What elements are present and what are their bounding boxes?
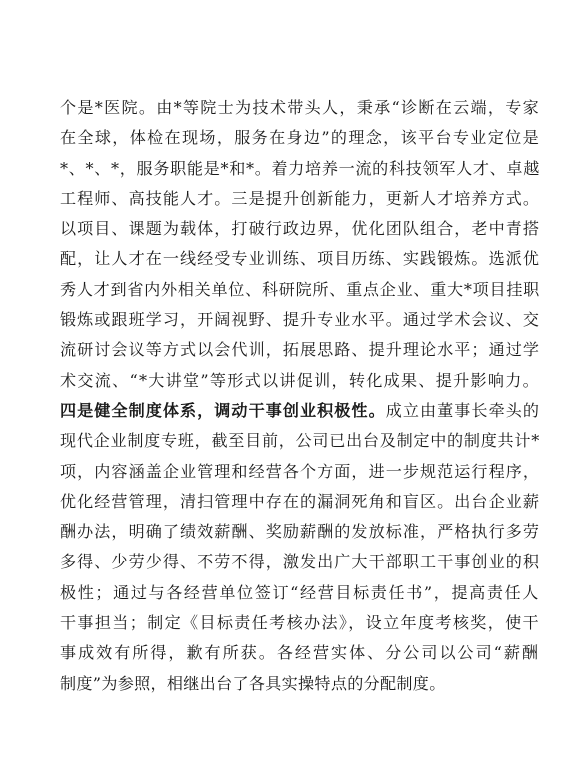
body-text: 极性；通过与各经营单位签订“经营目标责任书”，提高责任人	[60, 582, 540, 602]
text-line	[60, 214, 540, 244]
text-line	[60, 123, 540, 153]
text-line	[60, 366, 540, 396]
body-text: 流研讨会议等方式以会代训，拓展思路、提升理论水平；通过学	[60, 340, 540, 360]
text-line	[60, 578, 540, 608]
text-line	[60, 457, 540, 487]
body-text: 配，让人才在一线经受专业训练、项目历练、实践锻炼。选派优	[60, 249, 540, 269]
text-line	[60, 154, 540, 184]
text-line	[60, 517, 540, 547]
text-line	[60, 638, 540, 668]
body-text: 工程师、高技能人才。三是提升创新能力，更新人才培养方式。	[60, 188, 540, 208]
body-text: 术交流、“*大讲堂”等形式以讲促训，转化成果、提升影响力。	[60, 370, 540, 390]
body-text: 锻炼或跟班学习，开阔视野、提升专业水平。通过学术会议、交	[60, 310, 540, 330]
body-text: 秀人才到省内外相关单位、科研院所、重点企业、重大*项目挂职	[60, 279, 540, 299]
text-line	[60, 184, 540, 214]
text-line	[60, 305, 540, 335]
body-text: 现代企业制度专班，截至目前，公司已出台及制定中的制度共计*	[60, 431, 540, 451]
body-text: 以项目、课题为载体，打破行政边界，优化团队组合，老中青搭	[60, 219, 540, 239]
body-text: *、*、*，服务职能是*和*。着力培养一流的科技领军人才、卓越	[60, 158, 540, 178]
body-text: 优化经营管理，清扫管理中存在的漏洞死角和盲区。出台企业薪	[60, 491, 540, 511]
text-line	[60, 244, 540, 274]
body-text: 干事担当；制定《目标责任考核办法》，设立年度考核奖，使干	[60, 613, 540, 633]
text-line	[60, 275, 540, 305]
bold-heading-text: 四是健全制度体系，调动干事创业积极性。	[60, 400, 386, 420]
text-line	[60, 487, 540, 517]
body-text: 个是*医院。由*等院士为技术带头人，秉承“诊断在云端，专家	[60, 98, 540, 117]
body-text: 酬办法，明确了绩效薪酬、奖励薪酬的发放标准，严格执行多劳	[60, 522, 540, 542]
text-line	[60, 426, 540, 456]
text-line	[60, 335, 540, 365]
body-text: 事成效有所得，歉有所获。各经营实体、分公司以公司“薪酬	[60, 643, 540, 663]
text-line	[60, 547, 540, 577]
body-text: 成立由董事长牵头的	[385, 400, 541, 420]
body-text: 多得、少劳少得、不劳不得，激发出广大干部职工干事创业的积	[60, 552, 540, 572]
document-body	[60, 93, 540, 699]
text-line	[60, 669, 540, 699]
text-line	[60, 93, 540, 123]
body-text: 在全球，体检在现场，服务在身边”的理念，该平台专业定位是	[60, 128, 540, 148]
text-line	[60, 608, 540, 638]
body-text: 项，内容涵盖企业管理和经营各个方面，进一步规范运行程序，	[60, 461, 540, 481]
body-text: 制度”为参照，相继出台了各具实操特点的分配制度。	[60, 673, 446, 693]
text-line	[60, 396, 540, 426]
